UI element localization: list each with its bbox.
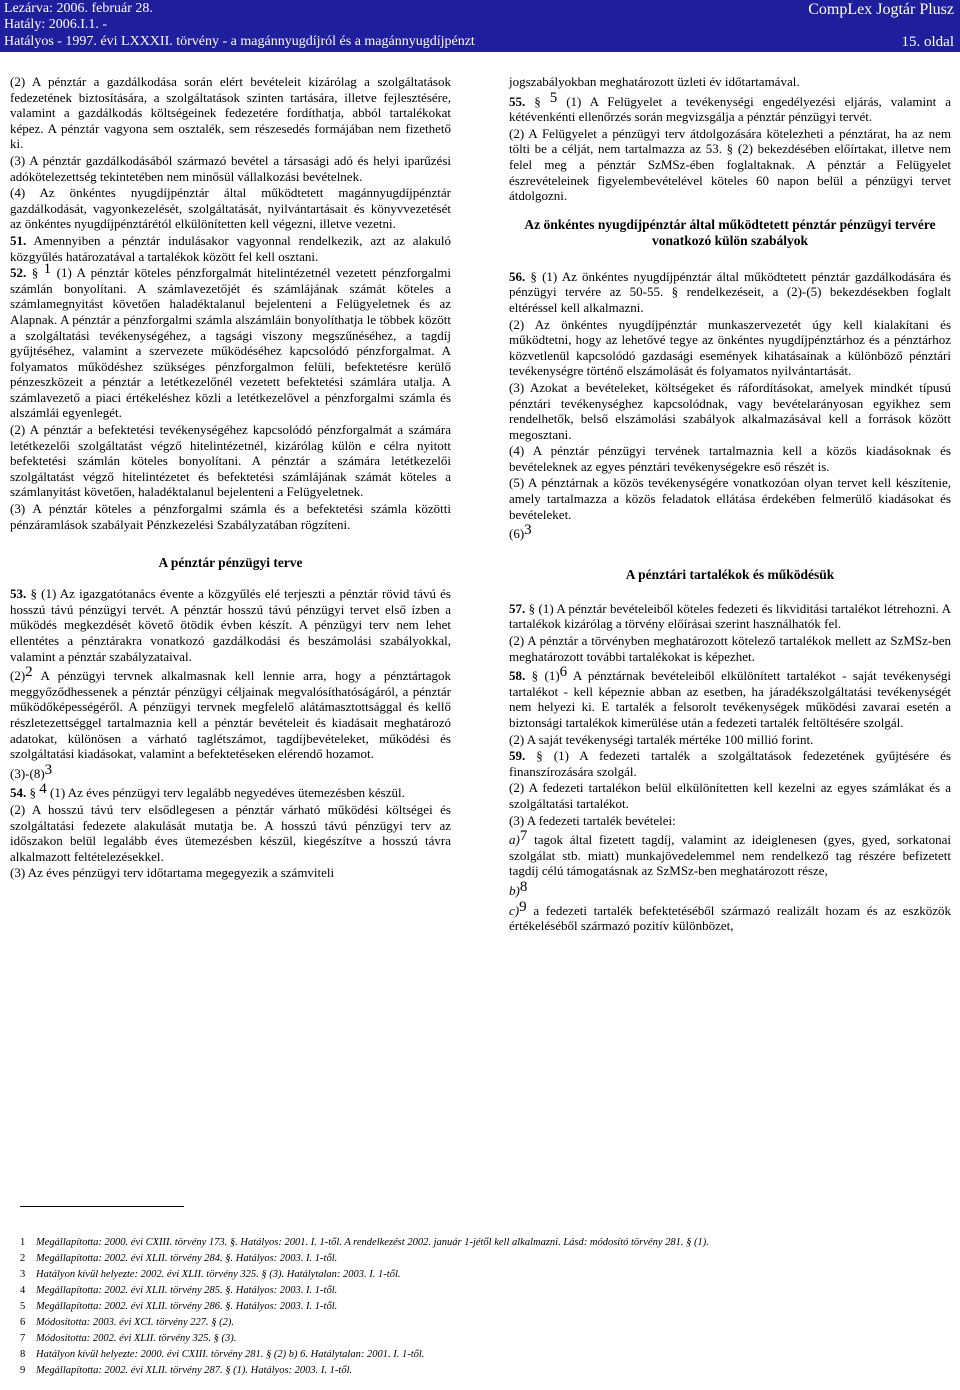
footnote-ref[interactable]: 8 [519, 878, 528, 895]
paragraph: (2) A fedezeti tartalékon belül elkülönítetten kell kezelni az egyes számlákat és a szolgáltatási tartalékot. [509, 780, 951, 811]
section-heading: A pénztár pénzügyi terve [158, 555, 303, 571]
footnote-text: Hatályon kívül helyezte: 2000. évi CXIII. törvény 281. § (2) b) 6. Hatálytalan: 2001. I. 1-től. [36, 1349, 425, 1360]
item-letter: b) [509, 882, 520, 898]
section-number: 57. [509, 600, 526, 616]
section-heading: A pénztári tartalékok és működésük [625, 566, 835, 582]
section-57 [509, 601, 951, 632]
footnote-text: Megállapította: 2002. évi XLII. törvény 286. §. Hatályos: 2003. I. 1-től. [36, 1301, 338, 1312]
footnote-number: 4 [20, 1285, 26, 1296]
paragraph [509, 522, 951, 542]
section-58 [509, 664, 951, 730]
footnote-text: Megállapította: 2000. évi CXIII. törvény 173. §. Hatályos: 2001. I. 1-től. A rendelkezést 2002. január 1-jétől kell alkalmazni. Lásd: módosító törvény 281. § (1). [36, 1237, 709, 1248]
section-text: § (1) A fedezeti tartalék a szolgáltatások fedezetének gyűjtésére és finanszírozására szolgál. [509, 748, 951, 779]
section-text: (1) A Felügyelet a tevékenységi engedélyezési eljárás, valamint a kétévenkénti ellenőrzés során megvizsgálja a pénztár pénzügyi tervét. [509, 93, 952, 125]
footnote [20, 1331, 940, 1347]
footnote-ref[interactable]: 6 [559, 664, 568, 681]
section-56 [509, 269, 951, 316]
subsection-number: (2) [10, 668, 26, 684]
subsection-number: (6) [509, 526, 525, 542]
footnote-ref[interactable]: 1 [43, 261, 52, 278]
paragraph [10, 664, 451, 762]
footnote-number: 1 [20, 1237, 26, 1248]
item-letter: a) [509, 832, 520, 848]
paragraph: (4) A pénztár pénzügyi tervének tartalmaznia kell a közös kiadásoknak és bevételeknek az egyes pénztári tevékenységekre eső részét is. [509, 443, 951, 474]
section-number: 54. [10, 785, 27, 801]
footnote-text: Hatályon kívül helyezte: 2002. évi XLII. törvény 325. § (3). Hatálytalan: 2003. I. 1-től. [36, 1269, 401, 1280]
section-number: 55. [509, 93, 526, 109]
section-text: § (1) A pénztár bevételeiből köteles fedezeti és likviditási tartalékot létrehozni. A tartalékok kizárólag a törvény előírásai szerint használhatók fel. [509, 600, 951, 632]
section-number: 51. [10, 232, 27, 248]
paragraph: (2) A pénztár a gazdálkodása során elért bevételeit kizárólag a szolgáltatások fedezetének biztosítására, a szolgáltatások szinten tartására, illetve fejlesztésére, valamint a gazdálkodás költségeinek fedezetére fordíthatja, abból tartalékokat képez. A pénztár vagyona sem osztalék, sem részesedés formájában nem fizethető ki. [10, 74, 451, 152]
section-55 [509, 89, 952, 125]
footnote [20, 1299, 940, 1315]
footnote-ref[interactable]: 3 [44, 761, 53, 778]
page-header [0, 0, 960, 52]
section-sign: § (1) [525, 668, 560, 684]
paragraph [10, 761, 451, 782]
section-number: 52. [10, 265, 27, 281]
section-text: § (1) Az igazgatótanács évente a közgyűlés elé terjeszti a pénztár rövid távú és hosszú távú pénzügyi tervét. A pénztár hosszú távú pénzügyi tervet első ízben a működés megkezdését követő ötödik évben készít. A pénzügyi terv nem lehet ellentétes a pénztárakra vonatkozó gazdálkodási és beszámolási szabályokkal, valamint a pénztár szabályzataival. [10, 586, 451, 664]
list-item [509, 828, 951, 879]
section-number: 56. [509, 268, 526, 284]
paragraph: (4) Az önkéntes nyugdíjpénztár által működtetett magánnyugdíjpénztár gazdálkodását, vagyonkezelését, szolgáltatását, nyilvántartásait és könyvvezetését az önkéntes nyugdíjpénztárétól elkülönítetten kell végezni, illetve vezetni. [10, 185, 451, 232]
closed-date: Lezárva: 2006. február 28. [4, 1, 153, 16]
section-sign: § [525, 93, 550, 109]
paragraph: (3) A fedezeti tartalék bevételei: [509, 812, 676, 828]
section-sign: § [26, 785, 40, 801]
paragraph: (2) A pénztár a törvényben meghatározott kötelező tartalékok mellett az SzMSz-ben meghatározott további tartalékokat is képezhet. [509, 633, 951, 664]
subsection-number: (3)-(8) [10, 765, 45, 781]
section-text: A pénztárnak bevételeiből elkülönített tartalékot - saját tevékenységi tartalékot - kell képeznie abban az esetben, ha járadékszolgáltatási tevékenységét nem helyezi ki. E tartalék a felsorolt tevékenységek működési zavarai esetén a biztonsági tartalékok kimerülése után a fedezeti tartalék feltöltésére szolgál. [509, 668, 951, 730]
section-text: Amennyiben a pénztár indulásakor vagyonnal rendelkezik, azt az alakuló közgyűlés határozatával a tartalékok között fel kell osztani. [10, 232, 451, 264]
section-number: 59. [509, 748, 526, 764]
section-51 [10, 233, 451, 264]
paragraph: (3) A pénztár gazdálkodásából származó bevétel a társasági adó és helyi iparűzési adókötelezettség tekintetében nem minősül vállalkozási bevételnek. [10, 152, 451, 184]
footnote-number: 3 [20, 1269, 26, 1280]
list-item [509, 878, 951, 899]
footnote [20, 1283, 940, 1299]
paragraph: (2) A pénztár a befektetési tevékenységéhez kapcsolódó pénzforgalmát a számára letétkezelői szolgáltatást végző hitelintézetnél, kizárólag külön e célra nyitott befektetési számlán köteles bonyolítani. A pénztár a számára letétkezelői szolgáltatást végző hitelintézetet és befektetési számlájának számát köteles a számlanyitást követően, haladéktalanul bejelenteni a Felügyeletnek. [10, 422, 451, 500]
section-sign: § [26, 265, 44, 281]
paragraph: (3) Az éves pénzügyi terv időtartama megegyezik a számviteli [10, 865, 335, 881]
section-59 [509, 748, 951, 779]
left-column [10, 74, 451, 882]
right-column [509, 74, 951, 935]
footnote-text: Módosította: 2002. évi XLII. törvény 325. § (3). [36, 1333, 237, 1344]
paragraph: (3) A pénztár köteles a pénzforgalmi számla és a befektetési számla közötti pénzáramlások szabályait Pénzkezelési Szabályzatában rögzíteni. [10, 501, 451, 532]
paragraph: (2) Az önkéntes nyugdíjpénztár munkaszervezetét úgy kell kialakítani és működtetni, hogy az lehetővé tegye az önkéntes nyugdíjpénztárhoz és a pénztárhoz közvetlenül kapcsolódó gazdasági események kihatásainak a különböző pénztári tevékenységre történő elszámolását és folyamatos nyilvántartását. [509, 316, 951, 379]
footnote [20, 1267, 940, 1283]
paragraph: (5) A pénztárnak a közös tevékenységére vonatkozóan olyan tervet kell készítenie, amely tartalmazza a közös feladatok ellátása érdekében felmerülő kiadásokat és bevételeket. [509, 475, 951, 522]
item-text: tagok által fizetett tagdíj, valamint az ideiglenesen (gyes, gyed, sorkatonai szolgálat stb. miatt) munkajövedelemmel nem rendelkező tag részére befizetett tagdíj célú támogatásnak az SzMSz-ben meghatározott része, [509, 832, 951, 879]
item-letter: c) [509, 902, 520, 918]
footnote-text: Megállapította: 2002. évi XLII. törvény 287. § (1). Hatályos: 2003. I. 1-től. [36, 1365, 353, 1376]
footnote [20, 1347, 940, 1363]
footnote-number: 6 [20, 1317, 26, 1328]
footnote-ref[interactable]: 7 [519, 828, 528, 845]
footnote [20, 1235, 940, 1251]
footnote-ref[interactable]: 3 [524, 522, 532, 539]
footnote-text: Megállapította: 2002. évi XLII. törvény 285. §. Hatályos: 2003. I. 1-től. [36, 1285, 338, 1296]
footnote-number: 7 [20, 1333, 26, 1344]
section-text: A pénzügyi tervnek alkalmasnak kell lennie arra, hogy a pénztártagok meggyőződhessenek a pénztár pénzügyi céljainak megvalósíthatóságáról, a pénztár működőképességéről. A pénzügyi tervnek megfelelő alátámasztottsággal és kellő részletezettséggel tartalmaznia kell a pénztár bevételeit és kiadásait meghatározó adatokat, különösen a várható taglétszámot, tagdíjbevételeket, működési és szolgáltatási kiadásokat, valamint a befektetéseken elérendő hozamot. [10, 668, 451, 762]
footnote-number: 9 [20, 1365, 26, 1376]
footnote-list [20, 1235, 940, 1379]
section-text: (1) A pénztár köteles pénzforgalmát hitelintézetnél vezetett pénzforgalmi számlán bonyolítani. A számlavezetőjét és számlájának számát köteles a számlamegnyitást követően haladéktalanul bejelenteni a Felügyeletnek és az Alapnak. A pénztár a pénzforgalmi számla alszámláin bonyolíthatja le többek között a szolgáltatási tevékenységéhez, a tagsági viszony megszűnéséhez, a tagdíj gyűjtéséhez, valamint a szervezete működéséhez kapcsolódó pénzforgalmat. A folyamatos működéshez szükséges pénzforgalmon felüli, befektetésre kerülő pénzeszközeit a pénztár a letétkezelőnél vezetett befektetési számlára utalja. A számlavezető a piaci értékeléshez közli a letétkezelővel a pénzforgalmi számla és alszámlái egyenlegét. [10, 265, 451, 421]
footnote [20, 1363, 940, 1379]
section-54 [10, 781, 451, 801]
section-53 [10, 586, 451, 664]
footnote-number: 2 [20, 1253, 26, 1264]
section-text: (1) Az éves pénzügyi terv legalább negyedéves ütemezésben készül. [46, 785, 405, 801]
list-item [509, 898, 951, 934]
footnote-ref[interactable]: 5 [549, 89, 558, 106]
page-number: 15. oldal [901, 34, 954, 50]
section-52 [10, 261, 451, 421]
footnotes [20, 1206, 940, 1379]
section-heading: Az önkéntes nyugdíjpénztár által működtetett pénztár pénzügyi tervére vonatkozó külön szabályok [524, 216, 936, 248]
footnote [20, 1251, 940, 1267]
paragraph: (2) A Felügyelet a pénzügyi terv átdolgozására kötelezheti a pénztárat, ha az nem tölti be a célját, nem tartalmazza az 53. § (2) bekezdésében előírtakat, illetve nem felel meg a pénztár SzMSz-ében foglaltaknak. A pénztár a Felügyelet észrevételeinek figyelembevételével köteles 60 napon belül a pénzügyi tervet átdolgozni. [509, 125, 951, 204]
footnote-number: 8 [20, 1349, 26, 1360]
footnote-text: Módosította: 2003. évi XCI. törvény 227. § (2). [36, 1317, 235, 1328]
paragraph: jogszabályokban meghatározott üzleti év időtartamával. [509, 74, 800, 89]
brand-name: CompLex Jogtár Plusz [808, 1, 954, 18]
effect-date: Hatály: 2006.I.1. - [4, 17, 108, 32]
footnote-ref[interactable]: 2 [25, 664, 33, 681]
paragraph: (2) A saját tevékenységi tartalék mértéke 100 millió forint. [509, 731, 814, 747]
law-title: Hatályos - 1997. évi LXXXII. törvény - a magánnyugdíjról és a magánnyugdíjpénzt [4, 34, 475, 49]
paragraph: (2) A hosszú távú terv elsődlegesen a pénztár várható működési költségei és szolgáltatási fedezete alakulását mutatja be. A hosszú távú pénzügyi terv az időszakon belül legalább éves ütemezésben készül, kiegészítve a hosszú távra alkalmazott feltételezésekkel. [10, 801, 451, 864]
section-text: § (1) Az önkéntes nyugdíjpénztár által működtetett pénztár gazdálkodására és pénzügyi tervére az 50-55. § rendelkezéseit, a (2)-(5) bekezdésekben foglalt eltéréssel kell alkalmazni. [509, 268, 951, 315]
footnote-ref[interactable]: 9 [519, 898, 527, 915]
section-number: 53. [10, 586, 27, 602]
footnote-text: Megállapította: 2002. évi XLII. törvény 284. §. Hatályos: 2003. I. 1-től. [36, 1253, 338, 1264]
footnote-number: 5 [20, 1301, 26, 1312]
footnote-ref[interactable]: 4 [39, 781, 47, 798]
item-text: a fedezeti tartalék befektetéséből származó realizált hozam és az eszközök értékeléséből származó pozitív különbözet, [509, 902, 951, 934]
section-number: 58. [509, 668, 526, 684]
paragraph: (3) Azokat a bevételeket, költségeket és ráfordításokat, amelyek mindkét típusú pénztári tevékenységhez kapcsolódnak, vagy bevételarányosan egyikhez sem rendelhetők, belső elszámolási szabályok alkalmazásával kell a források között megosztani. [509, 379, 951, 442]
footnote-rule [20, 1206, 184, 1207]
footnote [20, 1315, 940, 1331]
